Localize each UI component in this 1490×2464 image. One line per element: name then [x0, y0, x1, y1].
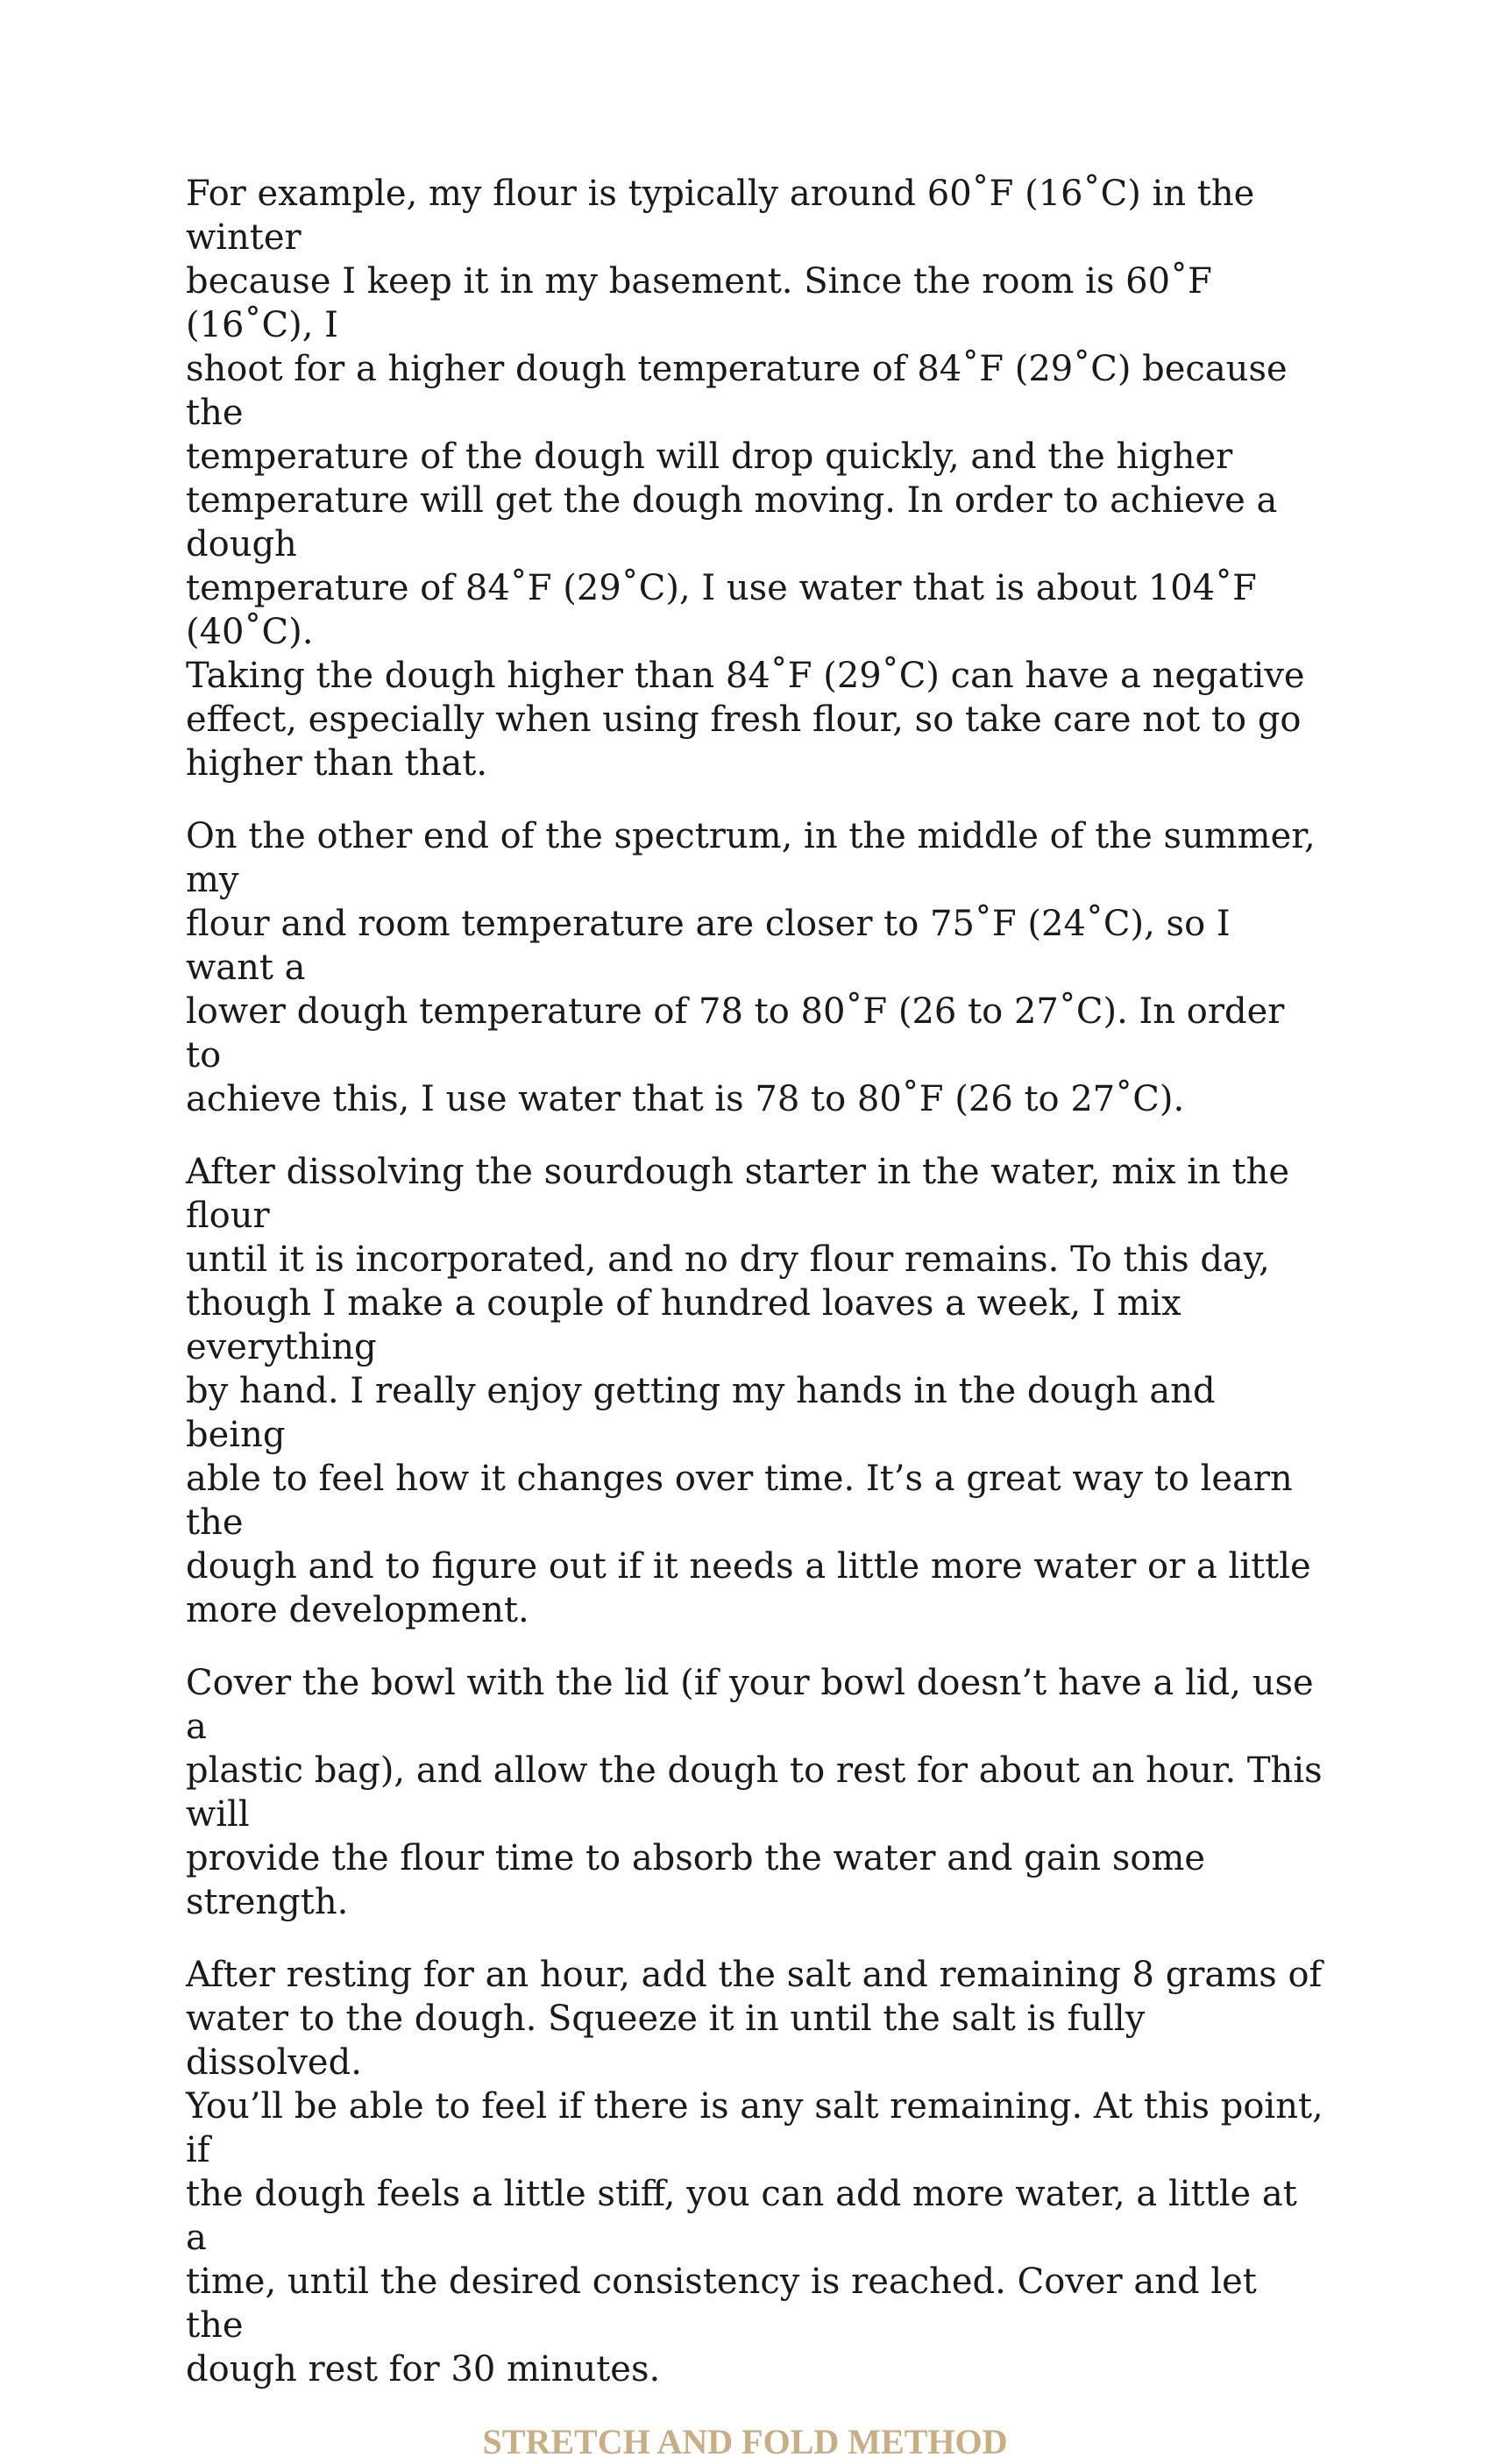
paragraph-rest-covered: Cover the bowl with the lid (if your bowl doesn’t have a lid, use a plastic bag), and allow the dough to rest for about an hour. This will provide the flour time to absorb the water and gain some strength. — [186, 1663, 1323, 1922]
page-body — [186, 172, 1325, 2464]
section-heading: STRETCH AND FOLD METHOD — [482, 2422, 1008, 2461]
paragraph-mixing-by-hand: After dissolving the sourdough starter in the water, mix in the flour until it is incorporated, and no dry flour remains. To this day, though I make a couple of hundred loaves a week, I mix everything by hand. I really enjoy getting my hands in the dough and being able to feel how it changes over time. It’s a great way to learn the dough and to figure out if it needs a little more water or a little more development. — [186, 1152, 1311, 1630]
paragraph-add-salt: After resting for an hour, add the salt and remaining 8 grams of water to the dough. Squeeze it in until the salt is fully dissolved. You’ll be able to feel if there is any salt remaining. At this point, if the dough feels a little stiff, you can add more water, a little at a time, until the desired consistency is reached. Cover and let the dough rest for 30 minutes. — [186, 1955, 1323, 2389]
paragraph-flour-temperature-winter: For example, my flour is typically around 60˚F (16˚C) in the winter because I keep it in my basement. Since the room is 60˚F (16˚C), I shoot for a higher dough temperature of 84˚F (29˚C) because the temperature of the dough will drop quickly, and the higher temperature will get the dough moving. In order to achieve a dough temperature of 84˚F (29˚C), I use water that is about 104˚F (40˚C). Taking the dough higher than 84˚F (29˚C) can have a negative effect, especially when using fresh flour, so take care not to go higher than that. — [186, 174, 1305, 784]
paragraph-summer-temperature: On the other end of the spectrum, in the middle of the summer, my flour and room temperature are closer to 75˚F (24˚C), so I want a lower dough temperature of 78 to 80˚F (26 to 27˚C). In order to achieve this, I use water that is 78 to 80˚F (26 to 27˚C). — [186, 816, 1316, 1119]
